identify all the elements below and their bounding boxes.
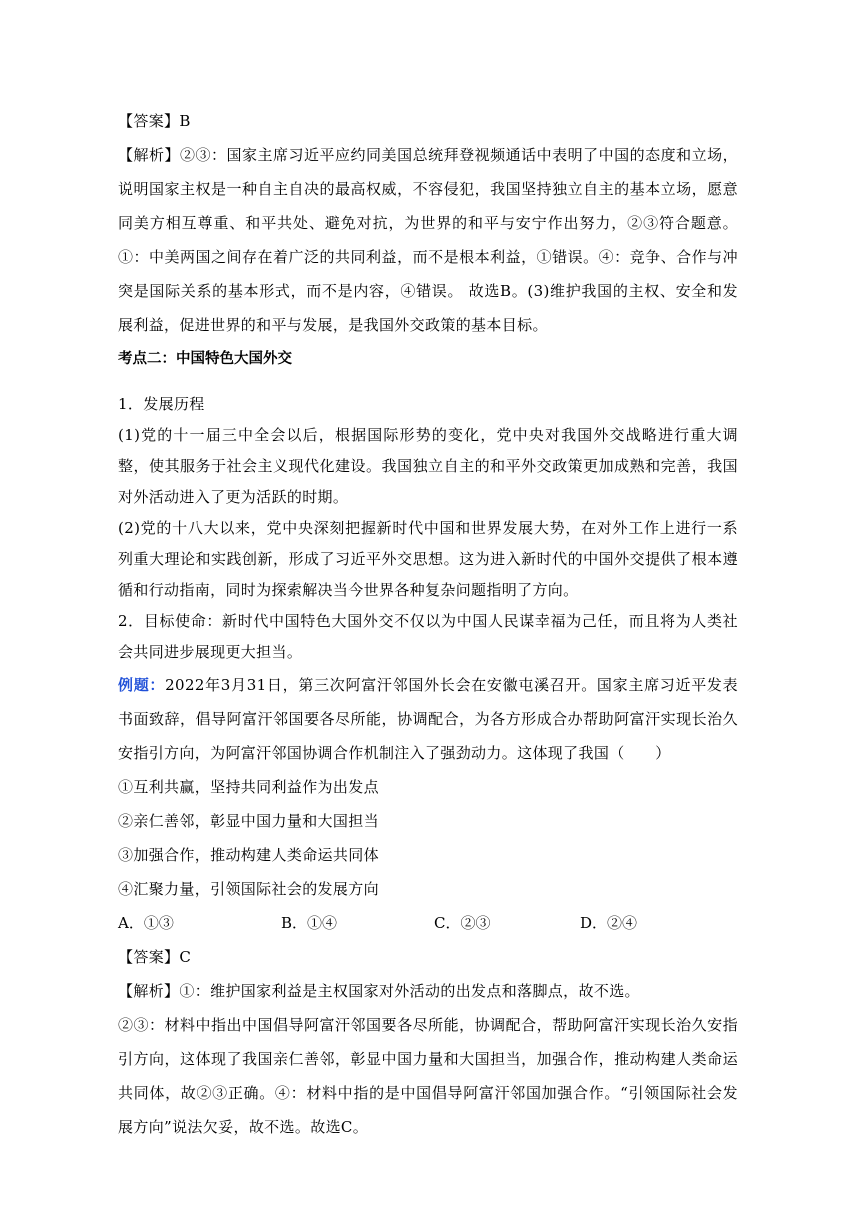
statement-4: ④汇聚力量，引领国际社会的发展方向 (118, 879, 379, 898)
item1-paragraph-1: (1)党的十一届三中全会以后，根据国际形势的变化，党中央对我国外交战略进行重大调整，使其服务于社会主义现代化建设。我国独立自主的和平外交政策更加成熟和完善，我国对外活动进入了更为活跃的时期。 (118, 425, 738, 506)
document-page (118, 104, 738, 1144)
item1-paragraph-2: (2)党的十八大以来，党中央深刻把握新时代中国和世界发展大势，在对外工作上进行一系列重大理论和实践创新，形成了习近平外交思想。这为进入新时代的中国外交提供了根本遵循和行动指南，同时为探索解决当今世界各种复杂问题指明了方向。 (118, 518, 738, 599)
option-c: C．②③ (434, 913, 491, 932)
example-text: 2022年3月31日，第三次阿富汗邻国外长会在安徽屯溪召开。国家主席习近平发表书面致辞，倡导阿富汗邻国要各尽所能，协调配合，为各方形成合办帮助阿富汗实现长治久安指引方向，为阿富汗邻国协调合作机制注入了强劲动力。这体现了我国（ ） (118, 675, 738, 762)
option-b: B．①④ (281, 913, 338, 932)
analysis-paragraph-1: 【解析】②③：国家主席习近平应约同美国总统拜登视频通话中表明了中国的态度和立场，说明国家主权是一种自主自决的最高权威，不容侵犯，我国坚持独立自主的基本立场，愿意同美方相互尊重、和平共处、避免对抗，为世界的和平与安宁作出努力，②③符合题意。①：中美两国之间存在着广泛的共同利益，而不是根本利益，①错误。④：竞争、合作与冲突是国际关系的基本形式，而不是内容，④错误。 故选B。(3)维护我国的主权、安全和发展利益，促进世界的和平与发展，是我国外交政策的基本目标。 (118, 146, 738, 334)
statement-1: ①互利共赢，坚持共同利益作为出发点 (118, 777, 379, 796)
item2-paragraph: 2．目标使命：新时代中国特色大国外交不仅以为中国人民谋幸福为己任，而且将为人类社会共同进步展现更大担当。 (118, 611, 738, 661)
analysis-2-paragraph-2: ②③：材料中指出中国倡导阿富汗邻国要各尽所能，协调配合，帮助阿富汗实现长治久安指引方向，这体现了我国亲仁善邻，彰显中国力量和大国担当，加强合作，推动构建人类命运共同体，故②③正确。④：材料中指的是中国倡导阿富汗邻国加强合作。“引领国际社会发展方向”说法欠妥，故不选。故选C。 (118, 1015, 738, 1136)
option-a: A．①③ (118, 913, 174, 932)
answer-line-1: 【答案】B (118, 112, 191, 130)
item1-title: 1．发展历程 (118, 394, 205, 413)
example-paragraph (118, 668, 738, 770)
answer-line-2: 【答案】C (118, 947, 192, 966)
statement-2: ②亲仁善邻，彰显中国力量和大国担当 (118, 811, 379, 830)
section-title: 考点二：中国特色大国外交 (118, 351, 292, 367)
example-label: 例题： (118, 675, 166, 694)
analysis-2-paragraph-1: 【解析】①：维护国家利益是主权国家对外活动的出发点和落脚点，故不选。 (118, 981, 640, 1000)
answer-options (118, 906, 738, 940)
option-d: D．②④ (580, 913, 638, 932)
statement-3: ③加强合作，推动构建人类命运共同体 (118, 845, 379, 864)
